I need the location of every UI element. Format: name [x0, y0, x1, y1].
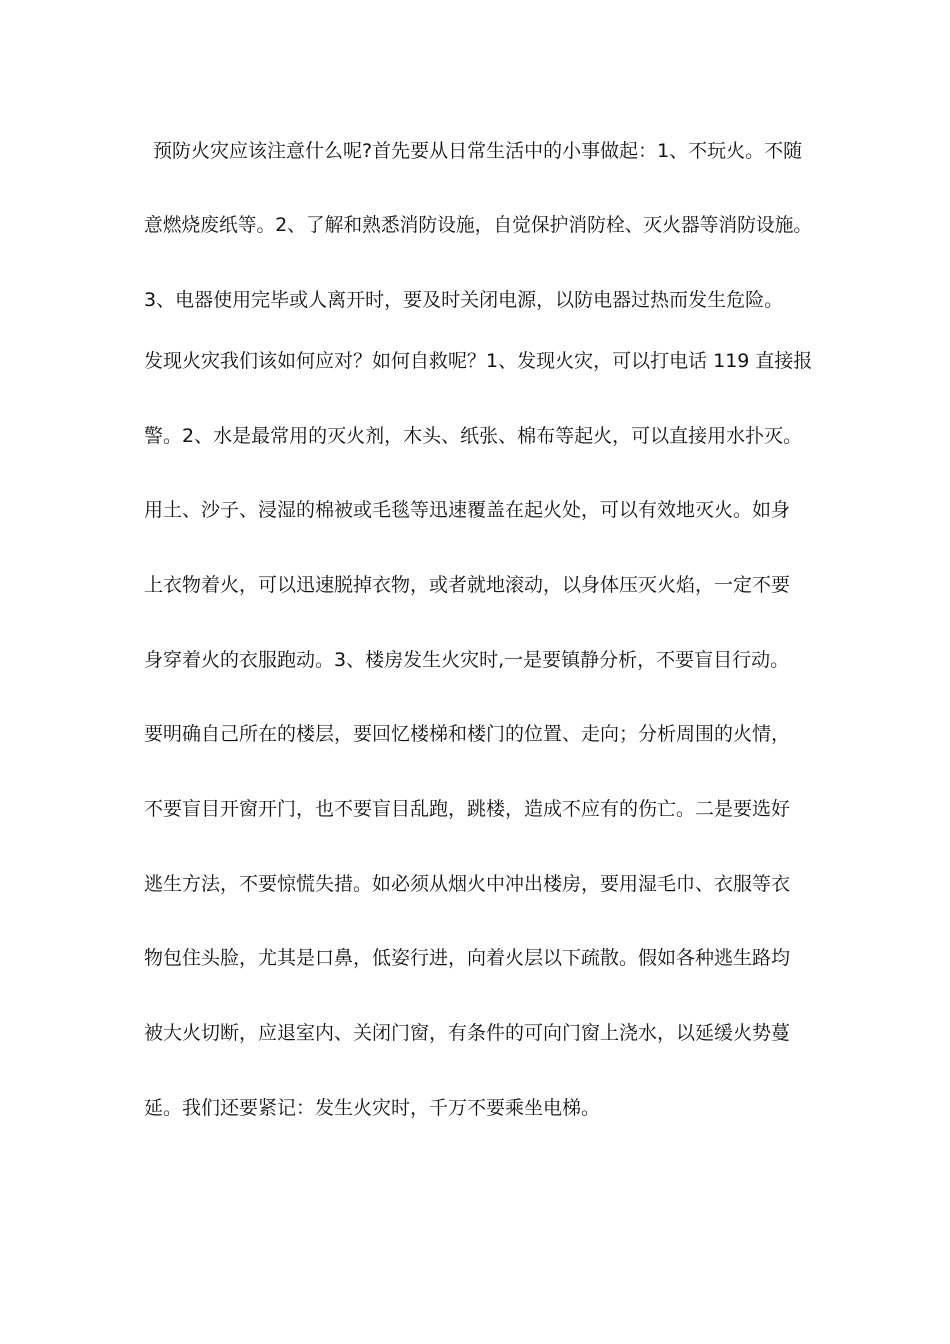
text-line: 上衣物着火，可以迅速脱掉衣物，或者就地滚动，以身体压灭火焰，一定不要 [144, 574, 791, 596]
text-line: 3、电器使用完毕或人离开时，要及时关闭电源，以防电器过热而发生危险。 [144, 289, 784, 311]
text-line: 被大火切断，应退室内、关闭门窗，有条件的可向门窗上浇水，以延缓火势蔓 [144, 1022, 791, 1044]
text-line: 警。2、水是最常用的灭火剂，木头、纸张、棉布等起火，可以直接用水扑灭。 [144, 425, 803, 447]
text-line: 不要盲目开窗开门，也不要盲目乱跑，跳楼，造成不应有的伤亡。二是要选好 [144, 798, 791, 820]
text-line: 逃生方法，不要惊慌失措。如必须从烟火中冲出楼房，要用湿毛巾、衣服等衣 [144, 873, 791, 895]
text-line: 用土、沙子、浸湿的棉被或毛毯等迅速覆盖在起火处，可以有效地灭火。如身 [144, 499, 791, 521]
text-line: 身穿着火的衣服跑动。3、楼房发生火灾时,一是要镇静分析，不要盲目行动。 [144, 649, 790, 671]
text-line: 要明确自己所在的楼层，要回忆楼梯和楼门的位置、走向；分析周围的火情， [144, 723, 791, 745]
text-line: 发现火灾我们该如何应对？如何自救呢？1、发现火灾，可以打电话 119 直接报 [144, 350, 813, 372]
text-line: 物包住头脸，尤其是口鼻，低姿行进，向着火层以下疏散。假如各种逃生路均 [144, 947, 791, 969]
text-line: 意燃烧废纸等。2、了解和熟悉消防设施，自觉保护消防栓、灭火器等消防设施。 [144, 214, 813, 236]
text-line: 延。我们还要紧记：发生火灾时，千万不要乘坐电梯。 [144, 1097, 601, 1119]
text-line: 预防火灾应该注意什么呢?首先要从日常生活中的小事做起：1、不玩火。不随 [153, 140, 803, 162]
